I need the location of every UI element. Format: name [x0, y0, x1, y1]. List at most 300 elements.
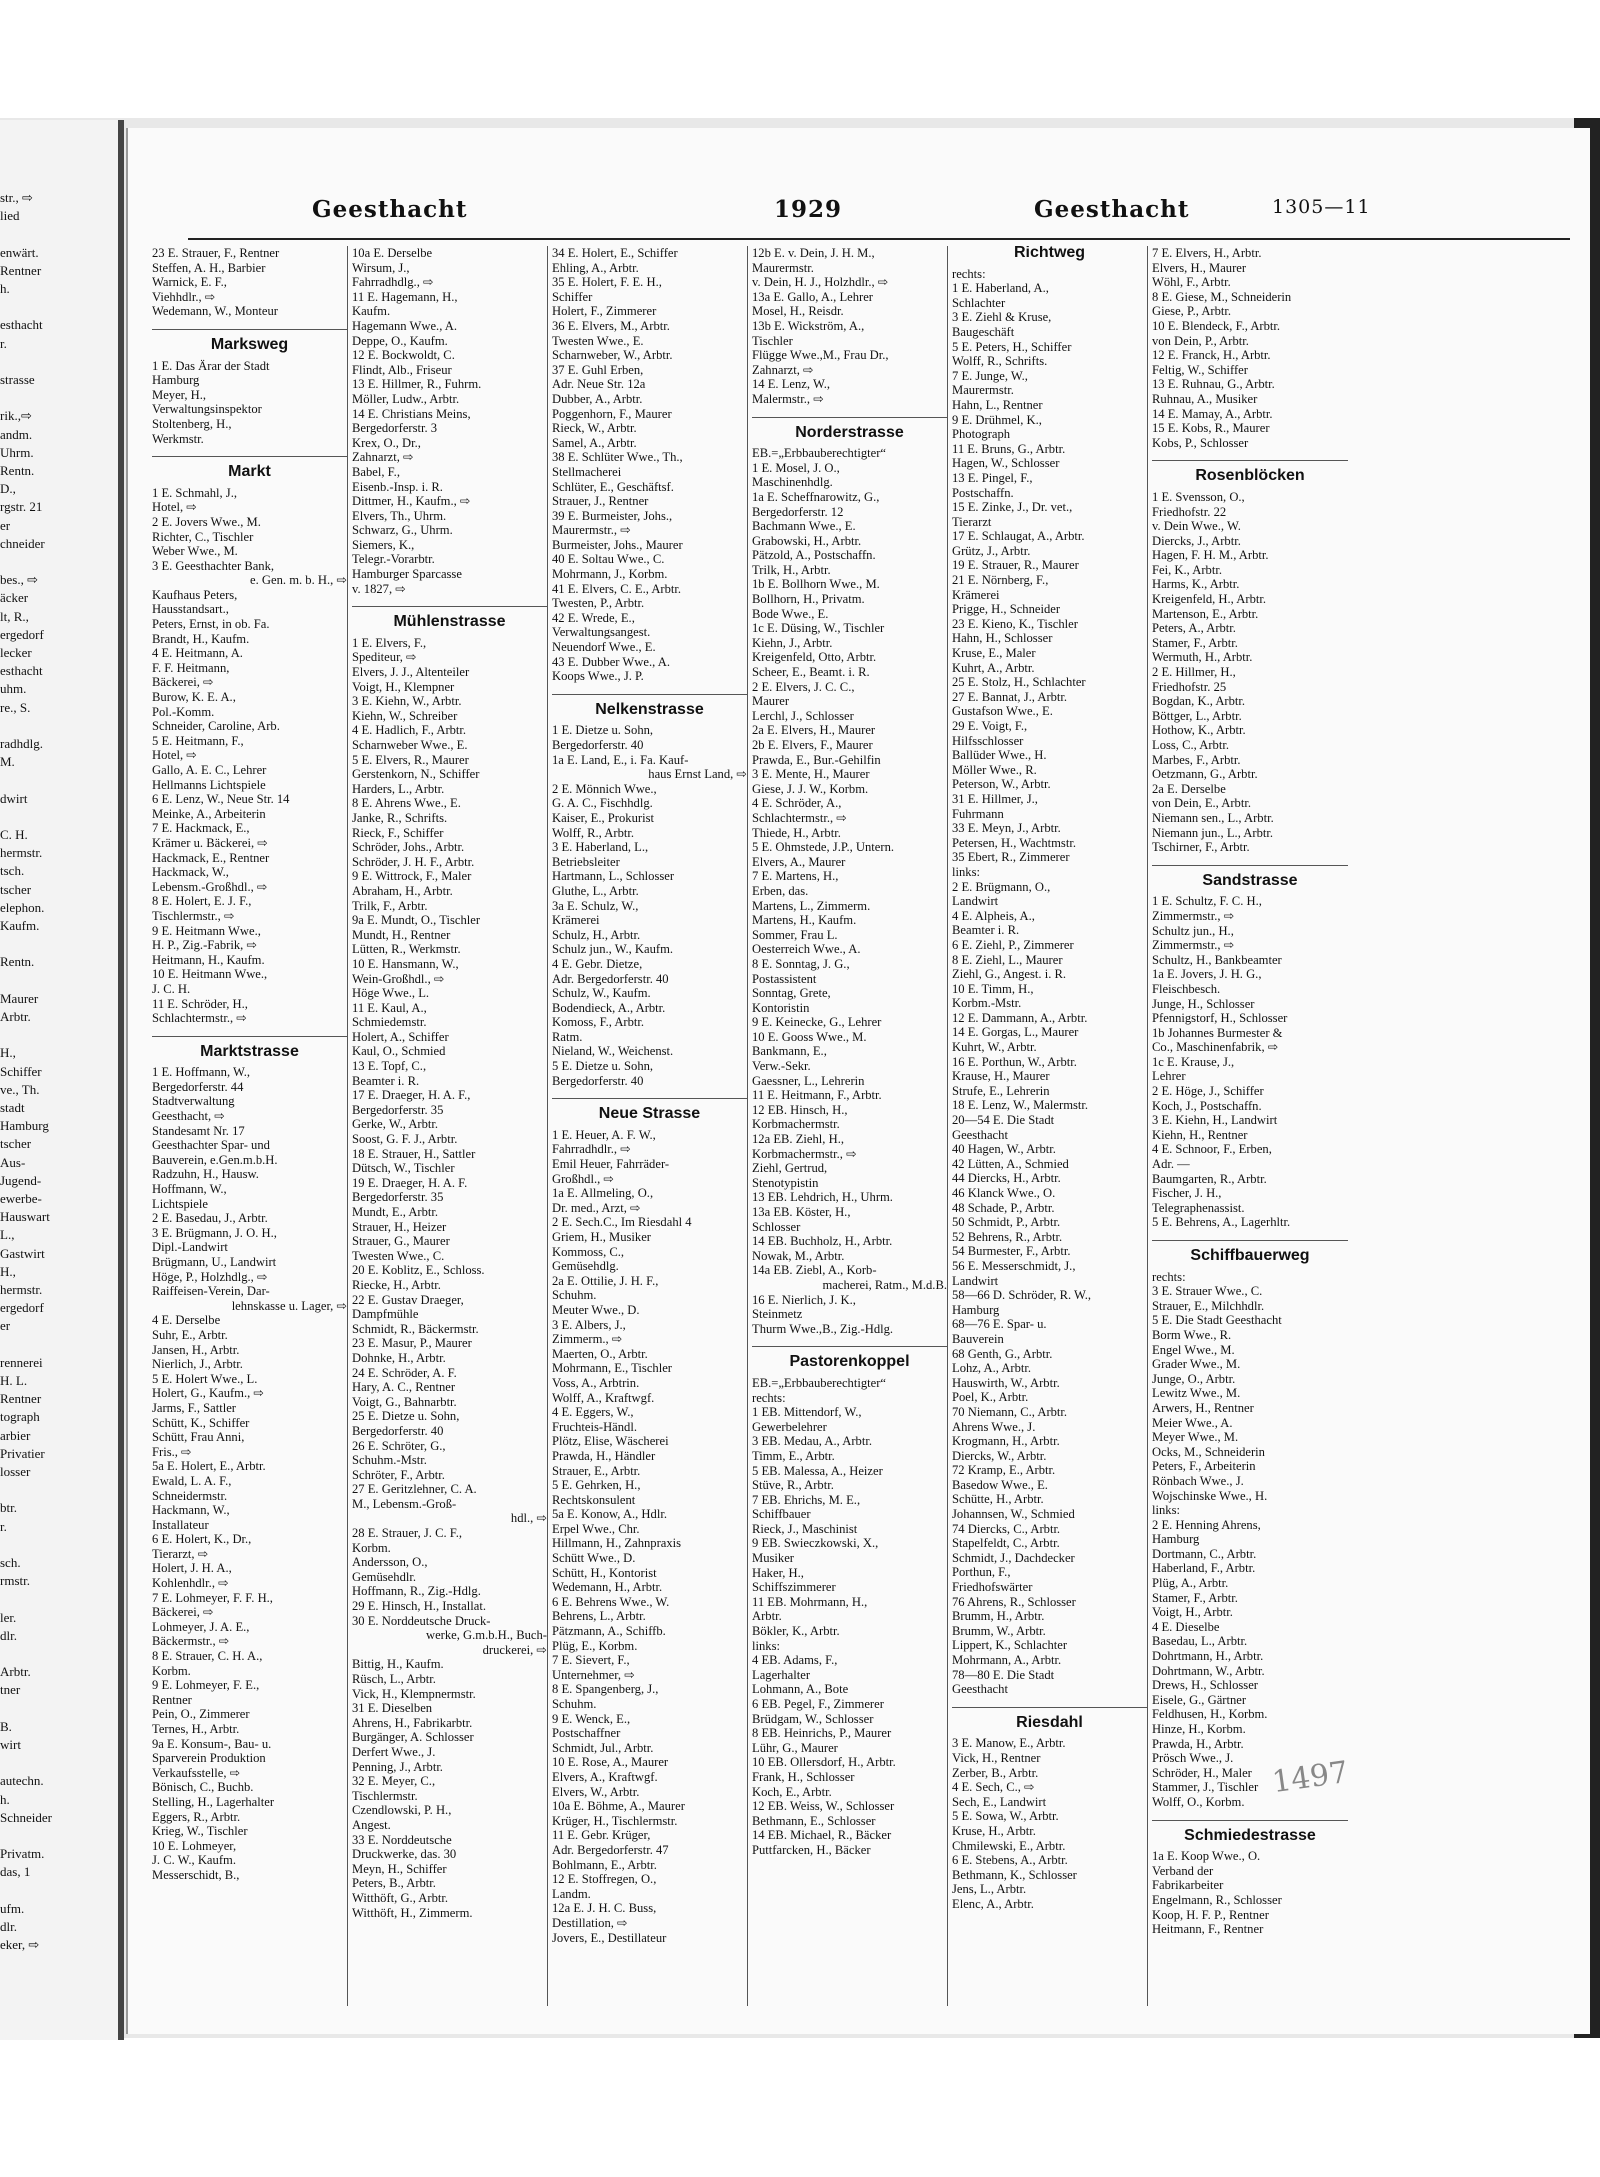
- street-heading: Rosenblöcken: [1152, 460, 1348, 484]
- directory-entry: Rentner: [152, 1692, 192, 1707]
- left-page-text: ve., Th.: [0, 1081, 40, 1097]
- left-page-text: esthacht: [0, 663, 43, 679]
- directory-entry: Griem, H., Musiker: [552, 1230, 651, 1244]
- directory-entry: Kruse, H., Arbtr.: [952, 1823, 1036, 1838]
- left-page-text: tner: [0, 1682, 21, 1698]
- directory-entry: Czendlowski, P. H.,: [352, 1803, 452, 1818]
- column-1: [148, 246, 348, 2006]
- directory-entry: Grütz, J., Arbtr.: [952, 543, 1031, 558]
- directory-entry: Warnick, E. F.,: [152, 275, 227, 290]
- directory-entry: 10 E. Blendeck, F., Arbtr.: [1152, 318, 1281, 333]
- directory-entry: 4 E. Sech, C., ⇨: [952, 1780, 1035, 1795]
- directory-entry: Fris., ⇨: [152, 1444, 192, 1459]
- directory-entry: Co., Maschinenfabrik, ⇨: [1152, 1040, 1279, 1055]
- directory-entry: Maurermstr.: [752, 260, 814, 275]
- directory-entry: Trilk, H., Arbtr.: [752, 562, 831, 577]
- directory-entry: Wedemann, H., Arbtr.: [552, 1580, 663, 1595]
- directory-entry: Heitmann, H., Kaufm.: [152, 952, 265, 967]
- directory-entry: Adr. Bergedorferstr. 40: [552, 971, 669, 986]
- left-page-text: Schneider: [0, 1809, 52, 1825]
- directory-entry: Großhdl., ⇨: [552, 1171, 614, 1186]
- directory-entry: Lohmann, A., Bote: [752, 1682, 849, 1697]
- directory-entry: Zahnarzt, ⇨: [352, 450, 414, 465]
- directory-entry: Sonntag, Grete,: [752, 986, 831, 1001]
- directory-entry: Hilfsschlosser: [952, 733, 1024, 748]
- directory-entry: 13 EB. Lehdrich, H., Uhrm.: [752, 1190, 893, 1205]
- directory-entry: 1a E. Jovers, J. H. G.,: [1152, 967, 1262, 982]
- directory-entry: 7 E. Sievert, F.,: [552, 1653, 630, 1668]
- directory-entry: 12a EB. Ziehl, H.,: [752, 1132, 844, 1147]
- directory-entry: Rönbach Wwe., J.: [1152, 1473, 1244, 1488]
- street-heading: Richtweg: [1013, 246, 1086, 261]
- directory-entry: 41 E. Elvers, C. E., Arbtr.: [552, 581, 682, 596]
- directory-entry: 2 E. Henning Ahrens,: [1152, 1517, 1261, 1532]
- directory-entry: Prawda, E., Bur.-Gehilfin: [752, 752, 881, 767]
- directory-entry: 9 EB. Swieczkowski, X.,: [752, 1536, 879, 1551]
- directory-entry: 5 E. Behrens, A., Lagerhltr.: [1152, 1215, 1291, 1230]
- directory-entry: 14 E. Christians Meins,: [352, 406, 471, 421]
- directory-entry: Holert, F., Zimmerer: [552, 304, 657, 319]
- directory-entry: Dittmer, H., Kaufm., ⇨: [352, 494, 471, 509]
- directory-entry: Angest.: [352, 1817, 391, 1832]
- directory-entry: Lebensm.-Großhdl., ⇨: [152, 879, 268, 894]
- directory-entry: Hamburg: [952, 1302, 1000, 1317]
- directory-entry: Kiehn, H., Rentner: [1152, 1127, 1248, 1142]
- directory-entry: 2 E. Brügmann, O.,: [952, 879, 1051, 894]
- directory-entry: Fei, K., Arbtr.: [1152, 562, 1222, 577]
- directory-entry: Schmidt, R., Bäckermstr.: [352, 1321, 479, 1336]
- directory-entry: 2a E. Elvers, H., Maurer: [752, 723, 876, 738]
- directory-entry: Feltig, W., Schiffer: [1152, 362, 1248, 377]
- directory-entry: 6 E. Lenz, W., Neue Str. 14: [152, 792, 290, 807]
- directory-entry: Fischer, J. H.,: [1152, 1186, 1222, 1201]
- directory-entry: Kaufhaus Peters,: [152, 587, 238, 602]
- directory-entry: 4 E. Schröder, A.,: [752, 796, 842, 811]
- directory-entry: 7 EB. Ehrichs, M. E.,: [752, 1492, 861, 1507]
- handwritten-number: 1497: [1269, 1754, 1351, 1801]
- directory-entry: Kreigenfeld, H., Arbtr.: [1152, 592, 1267, 607]
- directory-entry: 12a E. J. H. C. Buss,: [552, 1901, 657, 1916]
- directory-entry: Holert, G., Kaufm., ⇨: [152, 1386, 264, 1401]
- directory-entry: Burgänger, A. Schlosser: [352, 1730, 474, 1745]
- directory-entry: Krämerei: [952, 587, 1000, 602]
- directory-entry: Verband der: [1152, 1863, 1214, 1878]
- directory-entry: Malermstr., ⇨: [752, 391, 824, 406]
- directory-entry: 13a E. Gallo, A., Lehrer: [752, 289, 873, 304]
- directory-entry: Hoffmann, W.,: [152, 1182, 227, 1197]
- directory-entry: 1b Johannes Burmester &: [1152, 1025, 1283, 1040]
- directory-entry: 5 E. Peters, H., Schiffer: [952, 339, 1072, 354]
- directory-entry: Geesthacht: [952, 1127, 1008, 1142]
- directory-entry: Möller Wwe., R.: [952, 762, 1037, 777]
- directory-entry: 28 E. Strauer, J. C. F.,: [352, 1526, 463, 1541]
- directory-entry: 9 E. Wittrock, F., Maler: [352, 869, 472, 884]
- directory-entry: Messerschidt, B.,: [152, 1867, 240, 1882]
- directory-entry: Strufe, E., Lehrerin: [952, 1083, 1050, 1098]
- directory-entry: rechts:: [1152, 1269, 1186, 1284]
- directory-entry: Wirsum, J.,: [352, 260, 410, 275]
- directory-entry: Holert, J. H. A.,: [152, 1561, 232, 1576]
- directory-entry: Heitmann, F., Rentner: [1152, 1922, 1264, 1937]
- directory-entry: Bethmann, E., Schlosser: [752, 1813, 876, 1828]
- directory-entry: 1a E. Allmeling, O.,: [552, 1186, 654, 1201]
- directory-entry: Ruhnau, A., Musiker: [1152, 391, 1258, 406]
- directory-entry: Wolff, O., Korbm.: [1152, 1794, 1245, 1809]
- directory-entry: Engel Wwe., M.: [1152, 1342, 1235, 1357]
- directory-entry: Soost, G. F. J., Arbtr.: [352, 1132, 458, 1147]
- directory-entry: Koop, H. F. P., Rentner: [1152, 1907, 1269, 1922]
- left-page-text: Privatier: [0, 1445, 45, 1461]
- directory-entry: Hausstandsart.,: [152, 602, 229, 617]
- left-page-text: r.: [0, 1518, 7, 1534]
- header-rule: [188, 238, 1570, 240]
- directory-entry: 12 E. Dammann, A., Arbtr.: [952, 1010, 1088, 1025]
- directory-entry: Tierarzt: [952, 514, 992, 529]
- directory-entry: 4 E. Eggers, W.,: [552, 1405, 634, 1420]
- directory-entry: 8 E. Sonntag, J. G.,: [752, 956, 850, 971]
- directory-entry: Dubber, A., Arbtr.: [552, 391, 643, 406]
- directory-entry: links:: [752, 1638, 780, 1653]
- directory-entry: 37 E. Guhl Erben,: [552, 362, 644, 377]
- directory-entry: 8 E. Holert, E. J. F.,: [152, 894, 252, 909]
- directory-entry: Voigt, H., Klempner: [352, 679, 455, 694]
- directory-entry: 30 E. Norddeutsche Druck-: [352, 1613, 491, 1628]
- directory-entry: Standesamt Nr. 17: [152, 1123, 245, 1138]
- directory-entry: Schlachtermstr., ⇨: [752, 810, 847, 825]
- directory-entry: Basedow Wwe., E.: [952, 1477, 1048, 1492]
- left-page-text: dwirt: [0, 790, 28, 806]
- directory-entry: 9 E. Keinecke, G., Lehrer: [752, 1015, 882, 1030]
- directory-entry: 3 E. Strauer Wwe., C.: [1152, 1284, 1263, 1299]
- directory-entry: 17 E. Draeger, H. A. F.,: [352, 1088, 471, 1103]
- directory-entry: 42 Lütten, A., Schmied: [952, 1156, 1069, 1171]
- directory-entry: 10 E. Lohmeyer,: [152, 1838, 237, 1853]
- directory-entry: Hackmack, E., Rentner: [152, 850, 270, 865]
- directory-entry: Wolff, R., Arbtr.: [552, 825, 635, 840]
- directory-entry: Thiede, H., Arbtr.: [752, 825, 841, 840]
- directory-entry: Dohnke, H., Arbtr.: [352, 1350, 446, 1365]
- left-page-text: h.: [0, 281, 10, 296]
- directory-entry: Drews, H., Schlosser: [1152, 1678, 1258, 1693]
- directory-entry: 29 E. Voigt, F.,: [952, 719, 1028, 733]
- directory-entry: 3 E. Mente, H., Maurer: [752, 767, 870, 782]
- directory-entry: Adr. Bergedorferstr. 47: [552, 1842, 669, 1857]
- directory-entry: Dr. med., Arzt, ⇨: [552, 1200, 641, 1215]
- directory-entry: Schuhm.: [552, 1288, 597, 1303]
- directory-entry: 27 E. Geritzlehner, C. A.: [352, 1482, 477, 1497]
- directory-entry: Stamer, F., Arbtr.: [1152, 635, 1238, 650]
- directory-entry: rechts:: [952, 266, 986, 281]
- directory-entry: Stellmacherei: [552, 464, 622, 479]
- directory-entry: Burmeister, Johs., Maurer: [552, 537, 683, 552]
- directory-entry: Brüdgam, W., Schlosser: [752, 1711, 874, 1726]
- directory-entry: 5a E. Holert, E., Arbtr.: [152, 1459, 266, 1474]
- directory-entry: Hotel, ⇨: [152, 500, 197, 515]
- directory-entry: Elvers, A., Kraftwgf.: [552, 1769, 658, 1784]
- directory-entry: 5 E. Die Stadt Geesthacht: [1152, 1313, 1282, 1328]
- directory-entry: Schuhm.: [552, 1697, 597, 1711]
- directory-entry: Elvers, J. J., Altenteiler: [352, 665, 470, 680]
- left-page-text: Rentn.: [0, 954, 35, 970]
- directory-entry: 9 E. Wenck, E.,: [552, 1711, 631, 1726]
- directory-entry: Steffen, A. H., Barbier: [152, 260, 266, 275]
- directory-entry: 4 E. Heitmann, A.: [152, 646, 243, 661]
- directory-entry: e. Gen. m. b. H., ⇨: [250, 573, 347, 588]
- directory-entry: Diercks, W., Arbtr.: [952, 1448, 1047, 1463]
- directory-entry: Grabowski, H., Arbtr.: [752, 533, 862, 548]
- directory-entry: Johannsen, W., Schmied: [952, 1507, 1075, 1522]
- directory-entry: Neuendorf Wwe., E.: [552, 640, 656, 655]
- directory-entry: Strauer, E., Arbtr.: [552, 1463, 641, 1478]
- directory-entry: Marbes, F., Arbtr.: [1152, 752, 1241, 767]
- directory-entry: Tischlermstr., ⇨: [152, 908, 235, 923]
- directory-entry: 10 E. Heitmann Wwe.,: [152, 967, 268, 982]
- left-page-text: tscher: [0, 881, 32, 897]
- left-page-text: losser: [0, 1464, 31, 1479]
- directory-entry: Kommoss, C.,: [552, 1244, 625, 1259]
- directory-entry: 1a E. Land, E., i. Fa. Kauf-: [552, 752, 689, 767]
- directory-entry: 2 E. Hillmer, H.,: [1152, 665, 1236, 680]
- directory-entry: Hamburg: [1152, 1532, 1200, 1547]
- directory-entry: Sech, E., Landwirt: [952, 1794, 1047, 1809]
- directory-entry: Scharnweber, W., Arbtr.: [552, 348, 673, 363]
- directory-entry: Hamburg: [152, 373, 200, 388]
- left-page-text: ewerbe-: [0, 1191, 42, 1206]
- directory-entry: Frank, H., Schlosser: [752, 1769, 855, 1784]
- directory-entry: Kiehn, J., Arbtr.: [752, 635, 833, 650]
- directory-entry: Hillmann, H., Zahnpraxis: [552, 1536, 682, 1551]
- column-5: [948, 246, 1148, 2006]
- page-number: 1305—11: [1272, 196, 1371, 218]
- directory-entry: Fruchteis-Händl.: [552, 1419, 637, 1434]
- directory-entry: 14a EB. Ziebl, A., Korb-: [752, 1263, 877, 1278]
- directory-entry: 9a E. Konsum-, Bau- u.: [152, 1736, 272, 1751]
- left-page-text: stadt: [0, 1100, 25, 1115]
- directory-entry: Kuhrt, W., Arbtr.: [952, 1040, 1037, 1055]
- directory-entry: links:: [1152, 1503, 1180, 1518]
- directory-entry: 17 E. Schlaugat, A., Arbtr.: [952, 529, 1085, 544]
- directory-entry: 1 E. Schultz, F. C. H.,: [1152, 894, 1262, 909]
- directory-entry: Peters, Ernst, in ob. Fa.: [152, 617, 270, 632]
- directory-entry: Wermuth, H., Arbtr.: [1152, 650, 1253, 665]
- directory-entry: Lagerhalter: [752, 1667, 811, 1682]
- directory-entry: Maurermstr., ⇨: [552, 523, 631, 538]
- directory-entry: 4 E. Gebr. Dietze,: [552, 956, 643, 971]
- directory-entry: 70 Niemann, C., Arbtr.: [952, 1404, 1068, 1419]
- header-left: Geesthacht: [312, 196, 468, 223]
- directory-entry: Kaiser, E., Prokurist: [552, 810, 654, 825]
- directory-entry: Strauer, G., Maurer: [352, 1234, 450, 1249]
- left-page-text: C. H.: [0, 827, 28, 842]
- directory-entry: Witthöft, H., Zimmerm.: [352, 1905, 473, 1920]
- directory-entry: Beamter i. R.: [952, 923, 1020, 938]
- left-page-text: hermstr.: [0, 845, 43, 861]
- directory-entry: 54 Burmester, F., Arbtr.: [952, 1244, 1071, 1259]
- directory-entry: Janke, R., Schrifts.: [352, 810, 448, 825]
- directory-entry: Schütt Wwe., D.: [552, 1551, 636, 1566]
- directory-entry: Gluthe, L., Arbtr.: [552, 883, 639, 898]
- directory-entry: Korbm.: [352, 1540, 391, 1555]
- street-heading: Norderstrasse: [752, 417, 947, 441]
- directory-entry: lehnskasse u. Lager, ⇨: [231, 1298, 347, 1313]
- left-page-text: ufm.: [0, 1900, 25, 1916]
- directory-entry: Feldhusen, H., Korbm.: [1152, 1707, 1268, 1722]
- left-page-text: Rentner: [0, 262, 42, 278]
- directory-entry: Schultz, H., Bankbeamter: [1152, 952, 1282, 967]
- directory-entry: Meier Wwe., A.: [1152, 1415, 1233, 1430]
- directory-entry: 33 E. Meyn, J., Arbtr.: [952, 821, 1061, 836]
- directory-entry: Friedhofstr. 25: [1152, 679, 1227, 694]
- directory-entry: Thurm Wwe.,B., Zig.-Hdlg.: [752, 1321, 894, 1336]
- directory-entry: 11 E. Schröder, H.,: [152, 996, 248, 1011]
- directory-entry: Schlachtermstr., ⇨: [152, 1011, 247, 1026]
- directory-entry: Ehling, A., Arbtr.: [552, 260, 639, 275]
- directory-entry: Gerstenkorn, N., Schiffer: [352, 767, 480, 782]
- directory-entry: 12 EB. Weiss, W., Schlosser: [752, 1799, 895, 1814]
- directory-entry: Puttfarcken, H., Bäcker: [752, 1842, 871, 1857]
- left-page-text: bes., ⇨: [0, 572, 38, 588]
- directory-entry: haus Ernst Land, ⇨: [648, 767, 747, 782]
- directory-entry: Andersson, O.,: [352, 1555, 428, 1570]
- directory-entry: v. Dein Wwe., W.: [1152, 519, 1241, 534]
- directory-entry: 34 E. Holert, E., Schiffer: [552, 246, 678, 260]
- directory-entry: 5 EB. Malessa, A., Heizer: [752, 1463, 883, 1478]
- left-page-text: h.: [0, 1791, 10, 1807]
- left-page-text: das, 1: [0, 1864, 31, 1880]
- directory-entry: 35 E. Holert, F. E. H.,: [552, 275, 662, 290]
- directory-entry: Meyer, H.,: [152, 387, 207, 402]
- directory-entry: Werkmstr.: [152, 431, 204, 446]
- directory-entry: Telegr.-Vorarbtr.: [352, 552, 435, 567]
- directory-entry: Gerke, W., Arbtr.: [352, 1117, 439, 1132]
- directory-entry: Bodendieck, A., Arbtr.: [552, 1000, 666, 1015]
- directory-entry: Lohmeyer, J. A. E.,: [152, 1619, 250, 1634]
- directory-entry: 4 E. Derselbe: [152, 1313, 221, 1328]
- directory-entry: Timm, E., Arbtr.: [752, 1448, 835, 1463]
- left-page-text: ler.: [0, 1609, 17, 1625]
- directory-entry: Arbtr.: [752, 1609, 782, 1624]
- directory-entry: 12 EB. Hinsch, H.,: [752, 1102, 848, 1117]
- street-heading: Marktstrasse: [152, 1036, 347, 1060]
- directory-entry: 5 E. Ohmstede, J.P., Untern.: [752, 840, 895, 855]
- directory-entry: Fleischbesch.: [1152, 981, 1221, 996]
- directory-entry: H. P., Zig.-Fabrik, ⇨: [152, 938, 258, 953]
- left-page-text: strasse: [0, 372, 35, 387]
- directory-entry: 50 Schmidt, P., Arbtr.: [952, 1215, 1061, 1230]
- directory-entry: 2b E. Elvers, F., Maurer: [752, 738, 873, 752]
- directory-entry: Radzuhn, H., Hausw.: [152, 1167, 259, 1182]
- directory-entry: 52 Behrens, R., Arbtr.: [952, 1229, 1063, 1244]
- directory-entry: Druckwerke, das. 30: [352, 1847, 457, 1862]
- directory-entry: Mosel, H., Reisdr.: [752, 304, 844, 319]
- left-page-text: elephon.: [0, 899, 45, 915]
- directory-entry: Hagen, W., Schlosser: [952, 456, 1060, 471]
- directory-entry: Postschaffner: [552, 1726, 621, 1741]
- directory-entry: 10a E. Derselbe: [352, 246, 433, 260]
- directory-entry: Flügge Wwe.,M., Frau Dr.,: [752, 348, 889, 363]
- directory-entry: Pfennigstorf, H., Schlosser: [1152, 1011, 1288, 1026]
- directory-entry: Hahn, L., Rentner: [952, 397, 1043, 412]
- directory-entry: Fahrradhdlr., ⇨: [552, 1142, 631, 1157]
- directory-entry: Twesten Wwe., E.: [552, 333, 644, 348]
- directory-entry: 2 E. Höge, J., Schiffer: [1152, 1084, 1264, 1099]
- directory-entry: Ratm.: [552, 1029, 583, 1044]
- left-page-text: rik.,⇨: [0, 408, 32, 424]
- directory-entry: Hoffmann, R., Zig.-Hdlg.: [352, 1584, 481, 1599]
- directory-entry: 36 E. Elvers, M., Arbtr.: [552, 318, 670, 333]
- directory-entry: 12b E. v. Dein, J. H. M.,: [752, 246, 875, 260]
- directory-entry: Erben, das.: [752, 883, 809, 898]
- directory-entry: Lichtspiele: [152, 1196, 208, 1211]
- directory-entry: Geesthacht, ⇨: [152, 1109, 225, 1124]
- directory-entry: Steinmetz: [752, 1307, 803, 1322]
- directory-entry: Ocks, M., Schneiderin: [1152, 1444, 1265, 1459]
- directory-entry: Korbm.-Mstr.: [952, 996, 1022, 1011]
- directory-entry: Kaufm.: [352, 304, 391, 319]
- directory-entry: Rieck, J., Maschinist: [752, 1521, 858, 1536]
- directory-entry: Installateur: [152, 1517, 209, 1532]
- directory-entry: 29 E. Hinsch, H., Installat.: [352, 1599, 486, 1614]
- directory-entry: Poel, K., Arbtr.: [952, 1390, 1029, 1405]
- directory-entry: Beamter i. R.: [352, 1073, 420, 1088]
- directory-entry: Jovers, E., Destillateur: [552, 1930, 667, 1945]
- directory-entry: 3 E. Ziehl & Kruse,: [952, 310, 1052, 325]
- directory-entry: Elvers, A., Maurer: [752, 854, 846, 869]
- directory-entry: 2 E. Jovers Wwe., M.: [152, 514, 261, 529]
- directory-entry: Holert, A., Schiffer: [352, 1029, 449, 1044]
- directory-entry: Twesten Wwe., C.: [352, 1248, 445, 1263]
- directory-entry: Hahn, H., Schlosser: [952, 631, 1053, 646]
- left-page-text: H. L.: [0, 1373, 28, 1388]
- directory-entry: Dütsch, W., Tischler: [352, 1161, 455, 1176]
- directory-entry: 12 E. Franck, H., Arbtr.: [1152, 348, 1271, 363]
- directory-entry: 1 E. Dietze u. Sohn,: [552, 723, 654, 738]
- directory-entry: 35 Ebert, R., Zimmerer: [952, 850, 1070, 865]
- directory-entry: Baumgarten, R., Arbtr.: [1152, 1171, 1267, 1186]
- directory-entry: Ahrens, H., Fabrikarbtr.: [352, 1715, 473, 1730]
- directory-entry: 38 E. Schlüter Wwe., Th.,: [552, 450, 683, 465]
- left-page-text: rmstr.: [0, 1573, 30, 1589]
- directory-entry: Böttger, L., Arbtr.: [1152, 708, 1242, 723]
- street-heading: Schmiedestrasse: [1152, 1820, 1348, 1844]
- left-page-text: uhm.: [0, 681, 27, 697]
- directory-entry: Strauer, J., Rentner: [552, 494, 649, 509]
- directory-entry: Basedau, L., Arbtr.: [1152, 1634, 1248, 1649]
- directory-entry: Zerber, B., Arbtr.: [952, 1765, 1039, 1780]
- directory-entry: Maschinenhdlg.: [752, 475, 833, 490]
- directory-entry: EB.=„Erbbauberechtigter“: [752, 1375, 887, 1390]
- directory-entry: Hauswirth, W., Arbtr.: [952, 1375, 1060, 1390]
- directory-entry: Bauverein, e.Gen.m.b.H.: [152, 1152, 278, 1167]
- directory-entry: Verwaltungsangest.: [552, 625, 651, 640]
- directory-entry: 1c E. Krause, J.,: [1152, 1054, 1235, 1069]
- directory-entry: Mundt, E., Arbtr.: [352, 1205, 439, 1219]
- directory-entry: 13a EB. Köster, H.,: [752, 1205, 851, 1219]
- directory-entry: 27 E. Bannat, J., Arbtr.: [952, 689, 1068, 704]
- directory-entry: 1 E. Schmahl, J.,: [152, 485, 238, 500]
- directory-entry: 6 E. Behrens Wwe., W.: [552, 1594, 670, 1609]
- left-page-text: tsch.: [0, 863, 25, 879]
- directory-entry: 44 Diercks, H., Arbtr.: [952, 1171, 1061, 1186]
- directory-entry: Bittig, H., Kaufm.: [352, 1657, 444, 1672]
- directory-entry: Schuhm.-Mstr.: [352, 1453, 427, 1468]
- directory-entry: Hellmanns Lichtspiele: [152, 777, 266, 792]
- directory-entry: Ballüder Wwe., H.: [952, 748, 1047, 763]
- directory-entry: 1 E. Svensson, O.,: [1152, 489, 1245, 504]
- directory-entry: 40 Hagen, W., Arbtr.: [952, 1142, 1056, 1157]
- directory-entry: Unternehmer, ⇨: [552, 1667, 635, 1682]
- directory-entry: 10 E. Rose, A., Maurer: [552, 1755, 669, 1770]
